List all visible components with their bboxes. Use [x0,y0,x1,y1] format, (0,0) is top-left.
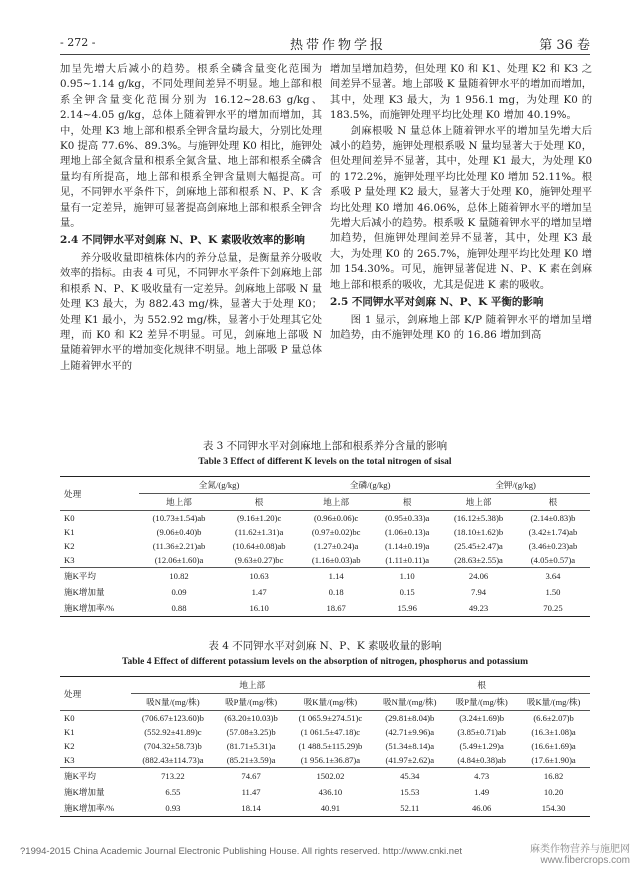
summary-label: 施K增加率/% [64,603,115,613]
left-text-column [60,62,322,374]
summary-row [60,768,590,785]
column-header: 根 [402,497,412,507]
section-heading: 2.4 不同钾水平对剑麻 N、P、K 素吸收效率的影响 [60,234,305,247]
column-header: 地上部 [323,497,350,507]
table-cell: (3.24±1.69)b [446,711,517,726]
table4-caption [60,638,590,667]
summary-cell: 46.06 [471,803,492,813]
summary-cell: 436.10 [318,787,343,797]
summary-cell: 15.96 [397,603,417,613]
table-cell: (1.16±0.03)ab [311,555,361,565]
summary-cell: 154.30 [541,803,566,813]
summary-cell: 16.10 [249,603,269,613]
table-cell: (9.63±0.27)bc [234,555,284,565]
summary-cell: 713.22 [131,768,215,785]
column-header: 吸P量/(mg/株) [455,697,508,707]
summary-cell: 24.06 [441,568,516,585]
treatment-label: K3 [64,755,75,765]
column-group-header: 地上部 [131,677,373,694]
table-cell: (18.10±1.62)b [454,527,504,537]
summary-label: 施K平均 [60,568,139,585]
column-group-header: 全氮/(g/kg) [139,477,299,494]
table-row [60,753,590,768]
table-row [60,525,590,539]
table-cell: (29.81±8.04)b [373,711,446,726]
summary-cell: 52.11 [400,803,420,813]
table4-caption-en: Table 4 Effect of different potassium levels on the absorption of nitrogen, phosphorus and potassium [122,657,528,667]
summary-cell: 6.55 [165,787,181,797]
table-row [60,725,590,739]
column-header: 根 [254,497,264,507]
summary-cell: 0.93 [165,803,181,813]
table-cell: (0.95±0.33)a [373,511,441,526]
body-paragraph: 剑麻根吸 N 量总体上随着钾水平的增加呈先增大后减小的趋势，施钾处理根系吸 N 量均显著大于处理 K0，但处理间差异不显著，其中，处理 K1 最大，为处理 K0 的 172.2%，施钾处理平均比处理 K0 增加 52.11%。根系吸 P 量处理 K2 最大，显著大于处理 K0，施钾处理平均比处理 K0 增加 46.06%，总体上随着钾水平的增加呈先增大后减小的趋势。根系吸 K 量随着钾水平的增加呈增加趋势，但施钾处理间差异不显著，其中，处理 K3 最大，为处理 K0 的 265.7%，施钾处理平均比处理 K0 增加 154.30%。可见，施钾显著促进 N、P、K 素在剑麻地上部和根系的吸收，尤其是促进 K 素的吸收。 [330,124,592,291]
column-group-header: 根 [373,677,590,694]
table3-caption-zh: 表 3 不同钾水平对剑麻地上部和根系养分含量的影响 [202,440,448,452]
page-footer [20,844,630,866]
table-cell: (1.11±0.11)a [385,555,430,565]
watermark-line-1: 麻类作物营养与施肥网 [530,844,630,855]
table-cell: (10.64±0.08)ab [232,541,286,551]
summary-cell: 0.09 [171,587,187,597]
treatment-label: K0 [60,711,131,726]
table-cell: (4.05±0.57)a [530,555,576,565]
table-cell: (9.06±0.40)b [156,527,202,537]
summary-label: 施K平均 [60,768,131,785]
summary-cell: 1502.02 [287,768,373,785]
row-header: 处理 [64,488,82,499]
table-cell: (41.97±2.62)a [385,755,435,765]
watermark [530,840,630,866]
summary-cell: 10.82 [139,568,219,585]
summary-cell: 45.34 [373,768,446,785]
summary-cell: 70.25 [543,603,563,613]
table-cell: (12.06±1.60)a [154,555,204,565]
right-text-column [330,62,592,343]
summary-cell: 1.49 [474,787,490,797]
table4 [60,676,590,817]
table-cell: (1 065.9±274.51)c [287,711,373,726]
summary-cell: 7.94 [471,587,487,597]
column-header: 根 [548,497,558,507]
table-cell: (3.42±1.74)ab [528,527,578,537]
summary-cell: 74.67 [215,768,288,785]
table-cell: (704.32±58.73)b [144,741,202,751]
column-header: 吸N量/(mg/株) [146,697,200,707]
summary-label: 施K增加量 [64,787,105,797]
table-row [60,511,590,526]
row-header: 处理 [64,688,82,699]
summary-cell: 15.53 [400,787,420,797]
table4-caption-zh: 表 4 不同钾水平对剑麻 N、P、K 素吸收量的影响 [208,640,442,652]
summary-row [60,584,590,600]
table-cell: (51.34±8.14)a [385,741,435,751]
body-paragraph: 图 1 显示，剑麻地上部 K/P 随着钾水平的增加呈增加趋势，由不施钾处理 K0 的 16.86 增加到高 [330,313,592,341]
summary-cell: 0.88 [171,603,187,613]
summary-cell: 11.47 [241,787,261,797]
table-cell: (552.92±41.89)c [144,727,202,737]
treatment-label: K1 [64,527,75,537]
table-cell: (4.84±0.38)ab [457,755,506,765]
table3-caption [60,438,590,467]
summary-cell: 3.64 [516,568,590,585]
summary-cell: 1.14 [299,568,373,585]
table-cell: (63.20±10.03)b [215,711,288,726]
treatment-label: K2 [64,741,75,751]
summary-cell: 49.23 [468,603,489,613]
table-cell: (17.6±1.90)a [531,755,576,765]
page-number: - 272 - [60,36,96,49]
summary-cell: 1.10 [373,568,441,585]
summary-cell: 18.67 [326,603,346,613]
table-cell: (10.73±1.54)ab [139,511,219,526]
column-header: 吸N量/(mg/株) [383,697,437,707]
table-cell: (1 061.5±47.18)c [300,727,361,737]
treatment-label: K2 [64,541,75,551]
column-header: 吸K量/(mg/株) [526,697,581,707]
treatment-label: K0 [60,511,139,526]
summary-label: 施K增加率/% [64,803,115,813]
journal-title: 热带作物学报 [290,38,387,53]
summary-cell: 4.73 [446,768,517,785]
summary-row [60,800,590,817]
section-heading: 2.5 不同钾水平对剑麻 N、P、K 平衡的影响 [330,296,544,309]
table3-caption-en: Table 3 Effect of different K levels on the total nitrogen of sisal [198,457,452,467]
table-cell: (16.12±5.38)b [441,511,516,526]
table-cell: (1 956.1±36.87)a [300,755,361,765]
copyright-line: ?1994-2015 China Academic Journal Electronic Publishing House. All rights reserved. http://www.cnki.net [20,846,462,857]
table-cell: (0.96±0.06)c [299,511,373,526]
table-cell: (1.14±0.19)a [385,541,430,551]
table3 [60,476,590,617]
summary-row [60,600,590,617]
summary-cell: 10.63 [219,568,299,585]
table-cell: (16.3±1.08)a [531,727,576,737]
table-cell: (81.71±5.31)a [226,741,276,751]
table-cell: (0.97±0.02)bc [311,527,361,537]
summary-cell: 16.82 [517,768,590,785]
table-cell: (5.49±1.29)a [459,741,504,751]
table-cell: (57.08±3.25)b [226,727,276,737]
table-cell: (11.36±2.21)ab [152,541,206,551]
column-header: 地上部 [166,497,192,507]
table-row [60,711,590,726]
treatment-label: K1 [64,727,75,737]
table-cell: (9.16±1.20)c [219,511,299,526]
summary-cell: 1.50 [545,587,561,597]
column-header: 地上部 [465,497,492,507]
table-cell: (16.6±1.69)a [531,741,576,751]
table-cell: (706.67±123.60)b [131,711,215,726]
summary-row [60,784,590,800]
column-group-header: 全钾/(g/kg) [441,477,590,494]
summary-cell: 0.15 [399,587,415,597]
summary-row [60,568,590,585]
table-cell: (1.27±0.24)a [314,541,359,551]
body-paragraph: 增加呈增加趋势，但处理 K0 和 K1、处理 K2 和 K3 之间差异不显著。地上部吸 K 量随着钾水平的增加而增加，其中，处理 K3 最大，为 1 956.1 mg，为处理 K0 的 183.5%，而施钾处理平均比处理 K0 增加 40.19%。 [330,63,592,122]
table-cell: (1 488.5±115.29)b [298,741,363,751]
table-cell: (85.21±3.59)a [226,755,276,765]
summary-cell: 18.14 [241,803,261,813]
table-cell: (1.06±0.13)a [385,527,430,537]
table-cell: (3.46±0.23)ab [528,541,578,551]
table-row [60,539,590,553]
table-cell: (28.63±2.55)a [454,555,503,565]
summary-cell: 10.20 [543,787,564,797]
summary-cell: 1.47 [251,587,267,597]
table-cell: (6.6±2.07)b [517,711,590,726]
table-cell: (11.62±1.31)a [234,527,284,537]
treatment-label: K3 [64,555,75,565]
table-cell: (3.85±0.71)ab [457,727,506,737]
summary-cell: 40.91 [320,803,341,813]
column-header: 吸P量/(mg/株) [225,697,278,707]
table-cell: (882.43±114.73)a [142,755,204,765]
summary-cell: 0.18 [328,587,344,597]
table-row [60,553,590,568]
body-paragraph: 养分吸收量即植株体内的养分总量，是衡量养分吸收效率的指标。由表 4 可见，不同钾水平条件下剑麻地上部和根系 N、P、K 吸收量有一定差异。剑麻地上部吸 N 量处理 K3 最大，为 882.43 mg/株，显著大于处理 K0；处理 K1 最小，为 552.92 mg/株，显著小于处理其它处理，而 K0 和 K2 差异不明显。可见，剑麻地上部吸 N 量随着钾水平的增加变化规律不明显。地上部吸 P 量总体上随着钾水平的 [60,251,322,372]
running-header [60,34,590,55]
volume-label: 第 36 卷 [539,38,590,53]
body-paragraph: 加呈先增大后减小的趋势。根系全磷含量变化范围为 0.95~1.14 g/kg，不同处理间差异不明显。地上部和根系全钾含量变化范围分别为 16.12~28.63 g/kg、2.14~4.05 g/kg，总体上随着钾水平的增加而增加，其中，处理 K3 地上部和根系全钾含量均最大，分别比处理 K0 提高 77.6%、89.3%。与施钾处理 K0 相比，施钾处理地上部全氮含量和根系全氮含量、地上部和根系全磷含量均有所提高，地上部和根系全钾含量则大幅提高。可见，不同钾水平条件下，剑麻地上部和根系 N、P、K 含量有一定差异，施钾可显著提高剑麻地上部和根系全钾含量。 [60,63,322,230]
table-cell: (25.45±2.47)a [454,541,503,551]
summary-label: 施K增加量 [64,587,105,597]
watermark-line-2: www.fibercrops.com [540,855,630,866]
table-cell: (2.14±0.83)b [516,511,590,526]
column-header: 吸K量/(mg/株) [303,697,358,707]
table-cell: (42.71±9.96)a [385,727,435,737]
table-row [60,739,590,753]
column-group-header: 全磷/(g/kg) [299,477,441,494]
